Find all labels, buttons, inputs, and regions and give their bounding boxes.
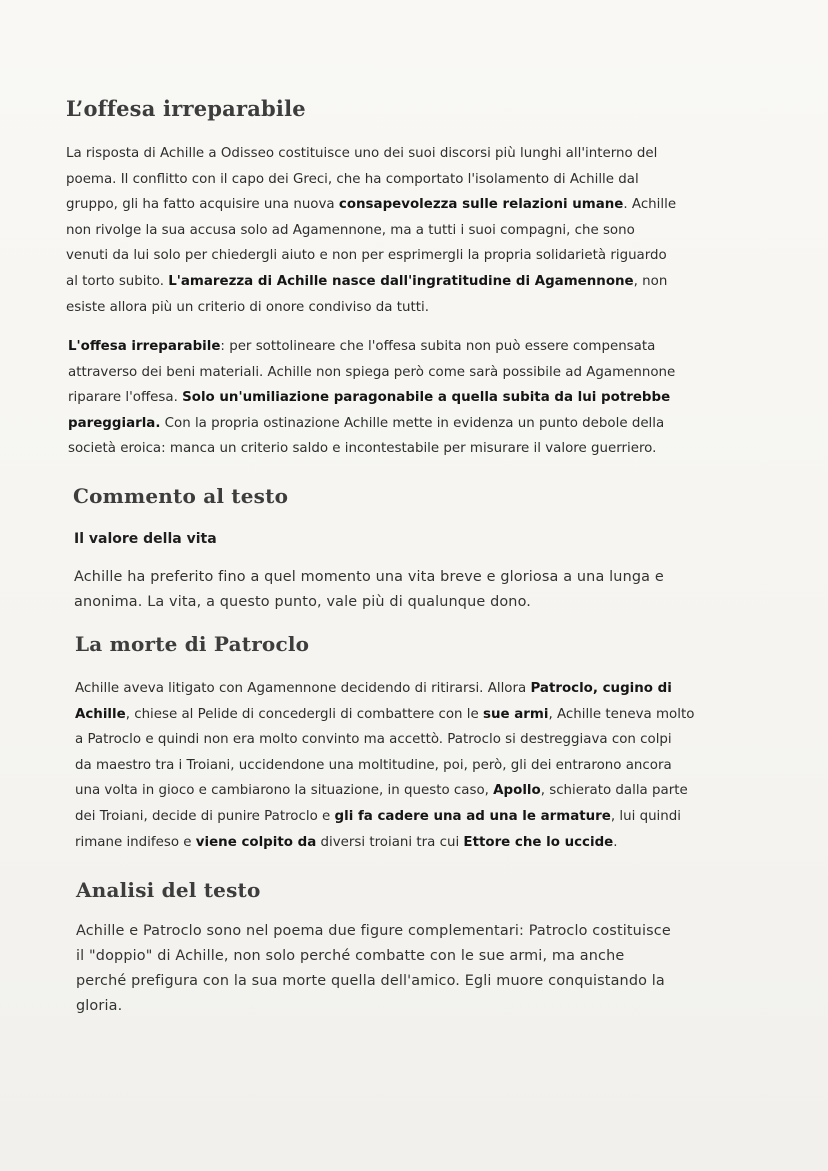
text-line: anonima. La vita, a questo punto, vale più di qualunque dono. — [74, 594, 532, 610]
text-line: rimane indifeso e viene colpito da diversi troiani tra cui Ettore che lo uccide. — [75, 834, 618, 850]
bold-phrase: L'offesa irreparabile — [68, 339, 221, 354]
paragraph-commento-1 — [74, 565, 664, 615]
paragraph-analisi-1 — [76, 919, 671, 1019]
section-title-analisi: Analisi del testo — [76, 878, 261, 902]
section-title-offesa: L’offesa irreparabile — [66, 96, 306, 121]
text-line: Achille, chiese al Pelide di concedergli di combattere con le sue armi, Achille teneva molto — [75, 706, 695, 722]
bold-phrase: pareggiarla. — [68, 415, 161, 431]
text-line: poema. Il conflitto con il capo dei Greci, che ha comportato l'isolamento di Achille dal — [66, 171, 639, 187]
bold-phrase: Achille — [75, 706, 126, 722]
text-line: L'offesa irreparabile: per sottolineare che l'offesa subita non può essere compensata — [68, 339, 656, 354]
section-subtitle-valore-vita: Il valore della vita — [74, 531, 217, 547]
text-line: perché prefigura con la sua morte quella dell'amico. Egli muore conquistando la — [76, 973, 665, 989]
text-line: dei Troiani, decide di punire Patroclo e gli fa cadere una ad una le armature, lui quindi — [75, 808, 681, 824]
paragraph-patroclo-1 — [75, 676, 694, 855]
text-line: al torto subito. L'amarezza di Achille nasce dall'ingratitudine di Agamennone, non — [66, 273, 668, 289]
bold-phrase: viene colpito da — [195, 834, 317, 850]
bold-phrase: Ettore che lo uccide — [463, 834, 614, 850]
text-line: società eroica: manca un criterio saldo e incontestabile per misurare il valore guerriero. — [68, 441, 657, 457]
bold-phrase: Apollo — [493, 783, 541, 799]
paragraph-offesa-2 — [68, 334, 675, 462]
bold-phrase: gli fa cadere una ad una le armature — [334, 808, 611, 824]
section-title-commento: Commento al testo — [73, 484, 289, 508]
bold-phrase: L'amarezza di Achille nasce dall'ingratitudine di Agamennone — [168, 273, 634, 289]
text-line: Achille e Patroclo sono nel poema due figure complementari: Patroclo costituisce — [76, 923, 671, 939]
bold-phrase: Patroclo, cugino di — [530, 681, 672, 696]
text-line: a Patroclo e quindi non era molto convinto ma accettò. Patroclo si destreggiava con colpi — [75, 732, 672, 748]
text-line: Achille ha preferito fino a quel momento una vita breve e gloriosa a una lunga e — [74, 569, 664, 585]
text-line: riparare l'offesa. Solo un'umiliazione paragonabile a quella subita da lui potrebbe — [68, 390, 671, 406]
text-line: pareggiarla. Con la propria ostinazione Achille mette in evidenza un punto debole della — [68, 415, 665, 431]
paragraph-offesa-1 — [66, 141, 676, 320]
text-line: venuti da lui solo per chiedergli aiuto e non per esprimergli la propria solidarietà riguardo — [66, 248, 667, 264]
text-line: La risposta di Achille a Odisseo costituisce uno dei suoi discorsi più lunghi all'interno del — [66, 146, 658, 161]
text-line: gloria. — [76, 998, 123, 1014]
text-line: una volta in gioco e cambiarono la situazione, in questo caso, Apollo, schierato dalla parte — [75, 783, 688, 799]
text-line: Achille aveva litigato con Agamennone decidendo di ritirarsi. Allora Patroclo, cugino di — [75, 681, 672, 696]
bold-phrase: sue armi — [483, 706, 549, 722]
text-line: il "doppio" di Achille, non solo perché combatte con le sue armi, ma anche — [76, 948, 625, 964]
text-line: esiste allora più un criterio di onore condiviso da tutti. — [66, 299, 429, 315]
text-line: non rivolge la sua accusa solo ad Agamennone, ma a tutti i suoi compagni, che sono — [66, 222, 635, 238]
text-line: gruppo, gli ha fatto acquisire una nuova consapevolezza sulle relazioni umane. Achille — [66, 197, 677, 213]
text-line: da maestro tra i Troiani, uccidendone una moltitudine, poi, però, gli dei entrarono ancora — [75, 757, 672, 773]
bold-phrase: Solo un'umiliazione paragonabile a quella subita da lui potrebbe — [182, 390, 671, 406]
bold-phrase: consapevolezza sulle relazioni umane — [338, 197, 624, 213]
text-line: attraverso dei beni materiali. Achille non spiega però come sarà possibile ad Agamennone — [68, 364, 676, 380]
section-title-patroclo: La morte di Patroclo — [75, 632, 310, 656]
